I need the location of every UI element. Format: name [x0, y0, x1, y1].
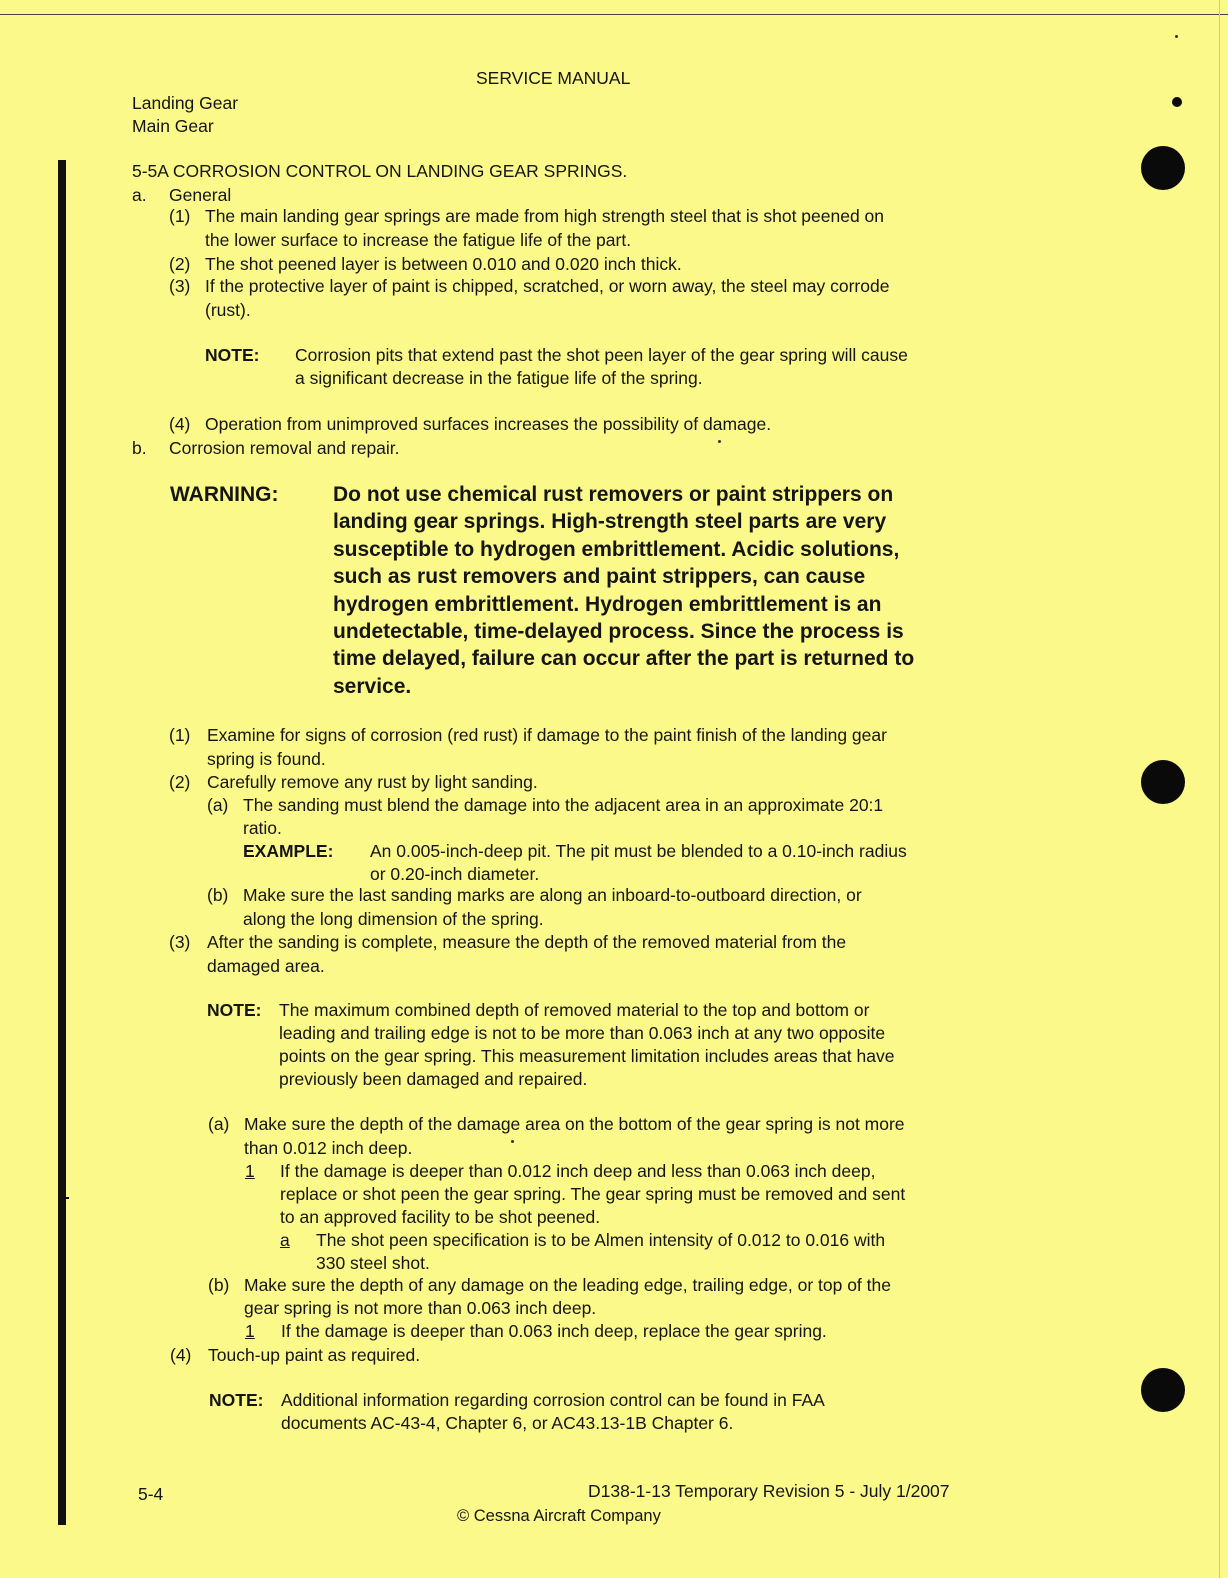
note-label: NOTE: [205, 345, 260, 365]
substep-text: Make sure the last sanding marks are along an inboard-to-outboard direction, or [243, 885, 862, 905]
note-text: a significant decrease in the fatigue life of the spring. [295, 368, 703, 388]
substep-number: (b) [208, 1275, 230, 1295]
page-edge [1219, 0, 1220, 1578]
punch-hole-small [1172, 97, 1182, 107]
section-heading: 5-5A CORROSION CONTROL ON LANDING GEAR SPRINGS. [132, 161, 628, 181]
note-text: points on the gear spring. This measurement limitation includes areas that have [279, 1046, 895, 1066]
subsubstep-text: If the damage is deeper than 0.063 inch deep, replace the gear spring. [281, 1321, 827, 1341]
warning-line: such as rust removers and paint strippers, can cause [333, 565, 866, 589]
substep-text: The sanding must blend the damage into the adjacent area in an approximate 20:1 [243, 795, 884, 815]
subsubstep-text: replace or shot peen the gear spring. The gear spring must be removed and sent [280, 1184, 906, 1204]
note-text: Corrosion pits that extend past the shot peen layer of the gear spring will cause [295, 345, 908, 365]
speck [718, 440, 721, 443]
step-number: (2) [169, 772, 191, 792]
step-number: (2) [169, 254, 191, 274]
copyright: © Cessna Aircraft Company [457, 1507, 661, 1525]
revision-info: D138-1-13 Temporary Revision 5 - July 1/2007 [588, 1481, 950, 1501]
substep-number: (b) [207, 885, 229, 905]
change-bar-tick [58, 1197, 69, 1199]
example-text: An 0.005-inch-deep pit. The pit must be blended to a 0.10-inch radius [370, 841, 907, 861]
manual-title: SERVICE MANUAL [476, 68, 631, 88]
section-title: Landing Gear [132, 93, 239, 113]
substep-text: Make sure the depth of the damage area on the bottom of the gear spring is not more [244, 1114, 905, 1134]
note-text: previously been damaged and repaired. [279, 1069, 588, 1089]
punch-hole [1141, 1368, 1185, 1412]
step-text: Examine for signs of corrosion (red rust) if damage to the paint finish of the landing gear [207, 725, 887, 745]
note-text: leading and trailing edge is not to be more than 0.063 inch at any two opposite [279, 1023, 886, 1043]
para-label: b. [132, 438, 147, 458]
warning-line: service. [333, 674, 412, 698]
step-text: the lower surface to increase the fatigue life of the part. [205, 230, 632, 250]
step-text: Carefully remove any rust by light sanding. [207, 772, 538, 792]
punch-hole [1141, 760, 1185, 804]
substep-text: than 0.012 inch deep. [244, 1138, 413, 1158]
step-text: (rust). [205, 300, 251, 320]
substep-number: (a) [207, 795, 229, 815]
step-number: (4) [170, 1345, 192, 1365]
punch-hole [1141, 146, 1185, 190]
warning-line: undetectable, time-delayed process. Since the process is [333, 620, 904, 644]
example-text: or 0.20-inch diameter. [370, 864, 540, 884]
note-text: Additional information regarding corrosion control can be found in FAA [281, 1390, 825, 1410]
warning-label: WARNING: [170, 483, 279, 506]
step-number: (3) [169, 276, 191, 296]
warning-line: time delayed, failure can occur after the part is returned to [333, 647, 915, 671]
step-text: If the protective layer of paint is chipped, scratched, or worn away, the steel may corrode [205, 276, 890, 296]
note-text: documents AC-43-4, Chapter 6, or AC43.13-1B Chapter 6. [281, 1413, 734, 1433]
note-text: The maximum combined depth of removed material to the top and bottom or [279, 1000, 870, 1020]
speck [511, 1140, 514, 1143]
warning-line: susceptible to hydrogen embrittlement. Acidic solutions, [333, 537, 900, 561]
subsubsubstep-text: 330 steel shot. [316, 1253, 430, 1273]
step-text: Operation from unimproved surfaces increases the possibility of damage. [205, 414, 772, 434]
subsection-title: Main Gear [132, 116, 214, 136]
speck [1175, 35, 1178, 38]
page-number: 5-4 [138, 1484, 164, 1504]
substep-text: ratio. [243, 818, 282, 838]
para-title: General [169, 185, 232, 205]
step-text: After the sanding is complete, measure the depth of the removed material from the [207, 932, 847, 952]
warning-line: hydrogen embrittlement. Hydrogen embrittlement is an [333, 592, 882, 616]
change-bar [58, 160, 66, 1525]
para-label: a. [132, 185, 147, 205]
top-rule [0, 14, 1228, 15]
note-label: NOTE: [207, 1000, 262, 1020]
step-text: Touch-up paint as required. [208, 1345, 421, 1365]
subsubstep-number: 1 [245, 1161, 255, 1181]
step-number: (4) [169, 414, 191, 434]
para-title: Corrosion removal and repair. [169, 438, 400, 458]
step-number: (1) [169, 206, 191, 226]
warning-line: landing gear springs. High-strength steel parts are very [333, 510, 887, 534]
substep-text: along the long dimension of the spring. [243, 909, 544, 929]
subsubsubstep-text: The shot peen specification is to be Almen intensity of 0.012 to 0.016 with [316, 1230, 886, 1250]
substep-number: (a) [208, 1114, 230, 1134]
step-text: The shot peened layer is between 0.010 and 0.020 inch thick. [205, 254, 682, 274]
step-text: The main landing gear springs are made from high strength steel that is shot peened on [205, 206, 885, 226]
subsubstep-text: to an approved facility to be shot peened. [280, 1207, 601, 1227]
step-number: (1) [169, 725, 191, 745]
example-label: EXAMPLE: [243, 841, 334, 861]
step-text: spring is found. [207, 749, 326, 769]
step-number: (3) [169, 932, 191, 952]
warning-line: Do not use chemical rust removers or paint strippers on [333, 483, 894, 506]
subsubstep-text: If the damage is deeper than 0.012 inch deep and less than 0.063 inch deep, [280, 1161, 876, 1181]
substep-text: gear spring is not more than 0.063 inch deep. [244, 1298, 597, 1318]
step-text: damaged area. [207, 956, 325, 976]
subsubsubstep-number: a [280, 1230, 290, 1250]
warning-block [333, 481, 1023, 700]
subsubstep-number: 1 [245, 1321, 255, 1341]
substep-text: Make sure the depth of any damage on the leading edge, trailing edge, or top of the [244, 1275, 891, 1295]
note-label: NOTE: [209, 1390, 264, 1410]
